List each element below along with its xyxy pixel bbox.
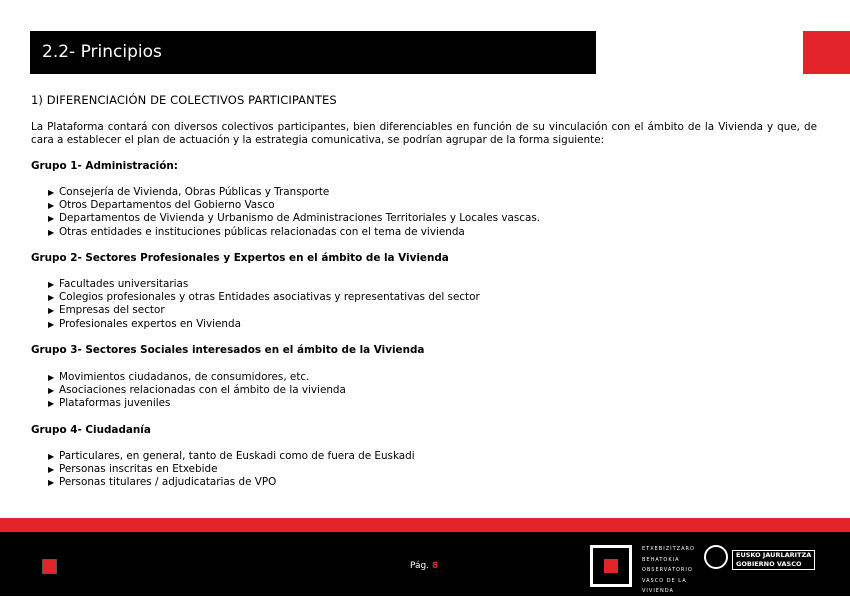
- list-item: ▶ Movimientos ciudadanos, de consumidores, etc.: [48, 371, 310, 383]
- list-item: ▶ Profesionales expertos en Vivienda: [48, 317, 241, 330]
- observatory-logo-text: ETXEBIZITZARO BEHATOKIA OBSERVATORIO VASCO DE LA VIVIENDA: [642, 546, 695, 594]
- footer-square-icon: [42, 559, 57, 574]
- group-4-list: [48, 450, 415, 490]
- intro-paragraph: La Plataforma contará con diversos colectivos participantes, bien diferenciables en función de su vinculación con el ámbito de la Vivienda y que, de cara a establecer el plan de actuación y la estrategia comunicativa, se podrían agrupar de la forma siguiente:: [31, 121, 817, 146]
- group-3-list: [48, 371, 346, 411]
- group-2-title: Grupo 2- Sectores Profesionales y Expertos en el ámbito de la Vivienda: [31, 252, 449, 264]
- bullet-icon: ▶: [48, 399, 55, 409]
- government-seal-icon: [704, 545, 728, 569]
- bullet-icon: ▶: [48, 280, 55, 289]
- group-4-title: Grupo 4- Ciudadanía: [31, 424, 151, 436]
- list-item: ▶ Departamentos de Vivienda y Urbanismo de Administraciones Territoriales y Locales vascas.: [48, 212, 541, 225]
- bullet-icon: ▶: [48, 319, 55, 329]
- bullet-icon: ▶: [48, 214, 55, 224]
- bullet-icon: ▶: [48, 452, 55, 461]
- bullet-icon: ▶: [48, 188, 55, 197]
- list-item: ▶ Otras entidades e instituciones públicas relacionadas con el tema de vivienda: [48, 225, 465, 238]
- bullet-icon: ▶: [48, 306, 55, 316]
- bullet-icon: ▶: [48, 227, 55, 237]
- list-item: ▶ Personas inscritas en Etxebide: [48, 463, 218, 476]
- bullet-icon: ▶: [48, 478, 55, 488]
- group-1-list: [48, 186, 540, 239]
- government-logo-text: EUSKO JAURLARITZA GOBIERNO VASCO: [732, 550, 815, 570]
- list-item: ▶ Plataformas juveniles: [48, 397, 171, 410]
- section-heading: 1) DIFERENCIACIÓN DE COLECTIVOS PARTICIPANTES: [31, 93, 337, 107]
- list-item: ▶ Colegios profesionales y otras Entidades asociativas y representativas del sector: [48, 291, 480, 304]
- observatory-logo-icon: [590, 545, 632, 587]
- bullet-icon: ▶: [48, 293, 55, 303]
- bullet-icon: ▶: [48, 386, 55, 396]
- group-1-title: Grupo 1- Administración:: [31, 160, 178, 172]
- page-title: 2.2- Principios: [30, 31, 596, 74]
- group-3-title: Grupo 3- Sectores Sociales interesados en el ámbito de la Vivienda: [31, 344, 425, 356]
- list-item: ▶ Particulares, en general, tanto de Euskadi como de fuera de Euskadi: [48, 450, 415, 462]
- bullet-icon: ▶: [48, 373, 55, 382]
- list-item: ▶ Facultades universitarias: [48, 278, 189, 290]
- list-item: ▶ Otros Departamentos del Gobierno Vasco: [48, 199, 275, 212]
- corner-accent: [803, 31, 850, 74]
- list-item: ▶ Asociaciones relacionadas con el ámbito de la vivienda: [48, 384, 346, 397]
- list-item: ▶ Empresas del sector: [48, 304, 165, 317]
- group-2-list: [48, 278, 480, 331]
- bullet-icon: ▶: [48, 465, 55, 475]
- list-item: ▶ Consejería de Vivienda, Obras Públicas y Transporte: [48, 186, 330, 198]
- bullet-icon: ▶: [48, 201, 55, 211]
- page-number: Pág. 8: [410, 561, 439, 571]
- footer-red-band: [0, 518, 850, 532]
- list-item: ▶ Personas titulares / adjudicatarias de VPO: [48, 476, 277, 489]
